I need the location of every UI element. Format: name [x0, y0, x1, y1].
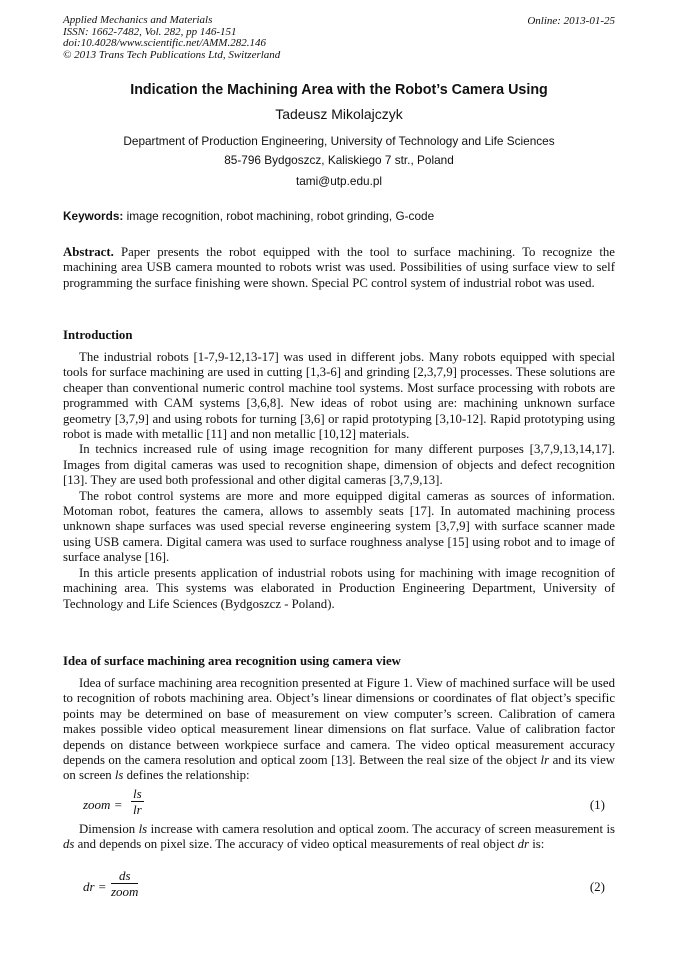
abstract-text: Paper presents the robot equipped with the tool to surface machining. To recognize the machining area USB camera mounted to robots wrist was used. Possibilities of using surface view to self programming the surface finishing were shown. Special PC control system of industrial robot was used.	[63, 245, 615, 290]
abstract-label: Abstract.	[63, 245, 114, 259]
intro-paragraph: The industrial robots [1-7,9-12,13-17] was used in different jobs. Many robots equipped with special tools for surface machining are used in cutting [1,3-6] and grinding [2,3,7,9] processes. These solutions are cheaper than conventional numeric control machine tool systems. Most surface processing with robots are programmed with CAM systems [3,6,8]. New ideas of robot using are: machining unknown surface geometry [3,7,9] and using robots for turning [3,6] or rapid prototyping [3,10-12]. Rapid prototyping using robot is made with metallic [11] and non metallic [10,12] materials.	[63, 350, 615, 442]
equation-2	[63, 868, 615, 908]
journal-header	[63, 15, 280, 61]
intro-paragraph: The robot control systems are more and more equipped digital cameras as sources of information. Motoman robot, features the camera, allows to assembly seats [17]. In automated machining process unknown shape surfaces was used special reverse engineering system [3,7,9] with surface scanner made using USB camera. Digital camera was used to surface roughness analyse [15] using robot and to image of surface analyse [16].	[63, 488, 615, 565]
affiliation-dept: Department of Production Engineering, University of Technology and Life Sciences	[123, 134, 555, 148]
affiliation-email: tami@utp.edu.pl	[295, 174, 383, 188]
equation-fraction	[111, 868, 138, 899]
equation-lhs: dr =	[83, 879, 107, 894]
keywords	[63, 209, 434, 223]
doi: doi:10.4028/www.scientific.net/AMM.282.146	[63, 37, 266, 49]
issn: ISSN: 1662-7482, Vol. 282, pp 146-151	[63, 25, 237, 38]
intro-paragraph: In technics increased rule of using image recognition for many different purposes [3,7,9,13,14,17]. Images from digital cameras was used to recognition shape, dimension of objects and defect recognition [13]. They are used both professional and other digital cameras [3,7,9,13].	[63, 442, 615, 488]
intro-heading: Introduction	[63, 328, 133, 342]
equation-fraction	[131, 786, 144, 817]
intro-body	[63, 350, 615, 612]
denominator: zoom	[111, 884, 139, 899]
equation-number: (2)	[589, 879, 605, 894]
section-heading: Idea of surface machining area recognition using camera view	[63, 654, 401, 668]
paper-title: Indication the Machining Area with the Robot’s Camera Using	[130, 82, 548, 98]
numerator: ds	[111, 868, 138, 884]
equation-1	[63, 786, 615, 826]
affiliation-address: 85-796 Bydgoszcz, Kaliskiego 7 str., Poland	[224, 153, 454, 167]
section-paragraph: Idea of surface machining area recognition presented at Figure 1. View of machined surface will be used to recognition of robots machining area. Object’s linear dimensions or coordinates of flat object’s specific points may be determined on base of measurement on view computer’s screen. Calibration of camera makes possible video optical measurement linear dimensions on flat surface. Value of calibration factor depends on distance between workpiece surface and camera. The video optical measurement accuracy depends on the camera resolution and optical zoom [13]. Between the real size of the object lr and its view on screen ls defines the relationship:	[63, 676, 615, 783]
abstract	[63, 245, 615, 291]
online-date: Online: 2013-01-25	[527, 15, 615, 27]
author: Tadeusz Mikolajczyk	[275, 106, 403, 122]
intro-paragraph: In this article presents application of industrial robots using for machining with image recognition of machining area. This systems was elaborated in Production Engineering Department, University of Technology and Life Sciences (Bydgoszcz - Poland).	[63, 565, 615, 611]
journal-name: Applied Mechanics and Materials	[63, 14, 213, 26]
numerator: ls	[133, 786, 142, 801]
equation-lhs: zoom =	[83, 797, 123, 812]
equation-number: (1)	[589, 797, 605, 812]
section-body-2	[63, 822, 615, 853]
section-body-1	[63, 676, 615, 784]
copyright: © 2013 Trans Tech Publications Ltd, Switzerland	[63, 48, 281, 61]
keywords-text: image recognition, robot machining, robot grinding, G-code	[123, 209, 435, 223]
section-paragraph: Dimension ls increase with camera resolution and optical zoom. The accuracy of screen measurement is ds and depends on pixel size. The accuracy of video optical measurements of real object dr is:	[63, 822, 615, 852]
keywords-label: Keywords:	[63, 209, 124, 223]
denominator: lr	[133, 802, 142, 817]
